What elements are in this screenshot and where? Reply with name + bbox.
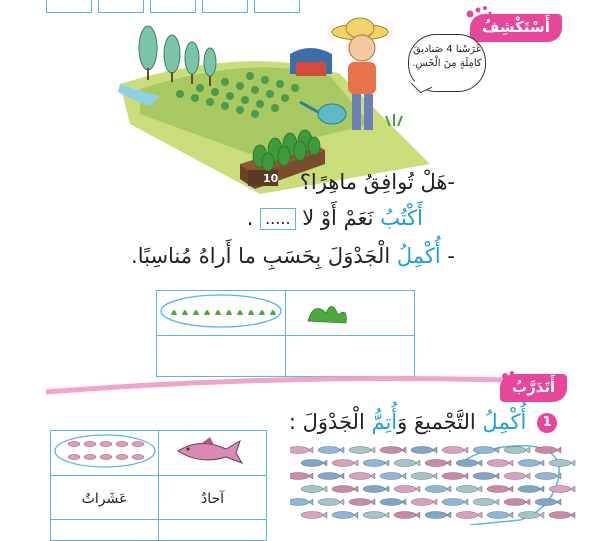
fish-tail <box>508 512 513 518</box>
fish-icon <box>487 460 509 467</box>
fish-tail <box>539 512 544 518</box>
fish-tail <box>432 473 437 479</box>
fish-tail <box>415 512 420 518</box>
fish-tail <box>370 499 375 505</box>
one-fish-cell <box>159 431 267 476</box>
fish-icon <box>535 473 557 480</box>
fish-tail <box>508 460 513 466</box>
ten-lettuce-cell <box>157 291 286 336</box>
ten-fish-cell <box>51 431 159 476</box>
fish-tail <box>384 486 389 492</box>
fish-icon <box>290 499 309 506</box>
fish-icon <box>380 447 402 454</box>
tens-header <box>51 476 159 520</box>
fish-tail <box>401 447 406 453</box>
fish-icon <box>332 486 354 493</box>
fish-tail <box>370 447 375 453</box>
fish-icon <box>518 486 540 493</box>
section-divider <box>46 370 506 400</box>
period: . <box>246 206 254 230</box>
lettuce-icon <box>286 291 414 331</box>
fish-tail <box>308 473 313 479</box>
fish-tail <box>556 447 561 453</box>
fish-tail <box>322 460 327 466</box>
fish-icon <box>425 486 447 493</box>
fish-tail <box>446 512 451 518</box>
fish-icon <box>411 473 433 480</box>
fish-tail <box>463 499 468 505</box>
fish-tail <box>494 499 499 505</box>
finish-instruction: أُتِمُّ <box>371 410 398 434</box>
fish-icon <box>425 512 447 519</box>
fish-icon <box>332 460 354 467</box>
ones-header <box>159 476 267 520</box>
fish-tail <box>353 460 358 466</box>
fish-tail <box>446 486 451 492</box>
or-word: أَوْ <box>320 206 337 230</box>
fish-icon <box>456 460 478 467</box>
fish-icon <box>332 512 354 519</box>
question-1: -هَلْ تُوافِقُ ماهِرًا؟ <box>299 170 455 194</box>
fish-icon <box>425 460 447 467</box>
fish-icon <box>394 460 416 467</box>
instruction-text: الْجَدْوَلَ : <box>288 410 365 434</box>
fish-icon <box>549 460 571 467</box>
fish-tail <box>339 499 344 505</box>
fish-icon <box>473 473 495 480</box>
fish-icon <box>487 512 509 519</box>
complete-instruction: أُكْمِلُ <box>396 244 441 268</box>
fish-icon <box>301 486 323 493</box>
fish-icon <box>442 473 464 480</box>
fish-icon <box>349 447 371 454</box>
fish-tail <box>539 460 544 466</box>
fish-icon <box>473 499 495 506</box>
fish-tail <box>401 473 406 479</box>
ten-lettuce-group <box>157 291 285 331</box>
fish-icon <box>301 460 323 467</box>
fish-tail <box>463 447 468 453</box>
fish-tail <box>339 473 344 479</box>
fish-icon <box>318 447 340 454</box>
fish-icon <box>380 473 402 480</box>
answer-blank[interactable]: ..... <box>260 208 295 230</box>
fish-icon <box>363 460 385 467</box>
top-box <box>202 0 248 13</box>
fish-icon <box>349 499 371 506</box>
fish-icon <box>442 447 464 454</box>
fish-tail <box>353 486 358 492</box>
fish-icon <box>535 447 557 454</box>
fish-tail <box>415 460 420 466</box>
fish-tail <box>384 512 389 518</box>
fish-icon <box>504 499 526 506</box>
practice-badge: أَتَدَرَّبُ <box>500 374 567 402</box>
answer-cell[interactable] <box>51 520 159 541</box>
speech-bubble <box>408 34 486 92</box>
ten-fish-group <box>52 431 158 471</box>
fish-tail <box>308 499 313 505</box>
fish-tail <box>477 512 482 518</box>
ones-label: آحادٌ <box>200 491 225 507</box>
fish-tail <box>477 486 482 492</box>
fish-tail <box>570 460 575 466</box>
dash: - <box>447 244 455 268</box>
fish-icon <box>363 486 385 493</box>
fish-icon <box>290 473 309 480</box>
fish-tail <box>570 512 575 518</box>
crate-number: 10 <box>263 172 279 185</box>
fish-icon <box>473 447 495 454</box>
fish-icon <box>456 512 478 519</box>
fish-icon <box>290 447 309 454</box>
fish-icon <box>549 512 571 519</box>
fish-icon <box>411 447 433 454</box>
tens-label: عَشَراتٌ <box>81 491 128 507</box>
fish-tail <box>384 460 389 466</box>
instruction-text: التَّجْميعَ وَ <box>397 410 476 434</box>
fish-field <box>290 440 595 525</box>
fish-icon <box>504 473 526 480</box>
place-value-table <box>50 430 267 541</box>
write-instruction: أَكْتُبُ <box>380 206 423 230</box>
fish-icon <box>456 486 478 493</box>
fish-icon <box>394 486 416 493</box>
fish-icon <box>318 499 340 506</box>
fish-icon <box>301 512 323 519</box>
fish-icon <box>442 499 464 506</box>
fish-icon <box>487 486 509 493</box>
question-3 <box>131 244 455 268</box>
fish-tail <box>525 499 530 505</box>
fish-tail <box>322 512 327 518</box>
fish-tail <box>525 447 530 453</box>
answer-cell[interactable] <box>159 520 267 541</box>
fish-icon <box>318 473 340 480</box>
fish-tail <box>432 499 437 505</box>
fish-tail <box>415 486 420 492</box>
speech-line: كامِلَةٍ مِنَ الْخَسِ. <box>412 58 482 69</box>
yes-option: نَعَمْ <box>343 206 374 230</box>
fish-icon <box>380 499 402 506</box>
fish-tail <box>446 460 451 466</box>
fish-icon <box>504 447 526 454</box>
fish-tail <box>570 486 575 492</box>
fish-icon <box>363 512 385 519</box>
exercise-number: 1 <box>537 413 557 433</box>
fish-tail <box>477 460 482 466</box>
grouping-table <box>156 290 415 377</box>
one-lettuce-cell <box>286 291 415 336</box>
top-box <box>150 0 196 13</box>
fish-tail <box>494 473 499 479</box>
fish-tail <box>322 486 327 492</box>
top-box <box>46 0 92 13</box>
fish-icon <box>160 431 266 471</box>
complete-instruction: أُكْمِلُ <box>482 410 527 434</box>
fish-tail <box>432 447 437 453</box>
top-box <box>98 0 144 13</box>
fish-icon <box>394 512 416 519</box>
fish-tail <box>525 473 530 479</box>
fish-tail <box>539 486 544 492</box>
no-option: لا <box>302 206 315 230</box>
fish-tail <box>370 473 375 479</box>
fish-icon <box>349 473 371 480</box>
fish-icon <box>411 499 433 506</box>
fish-icon <box>549 486 571 493</box>
fish-icon <box>518 460 540 467</box>
fish-tail <box>308 447 313 453</box>
fish-tail <box>508 486 513 492</box>
fish-tail <box>556 499 561 505</box>
exercise-1-instruction <box>289 410 557 434</box>
fish-tail <box>401 499 406 505</box>
fish-icon <box>535 499 557 506</box>
top-box <box>254 0 300 13</box>
question-2 <box>247 206 423 230</box>
explore-badge: أَسْتَكْشِفُ <box>470 14 562 42</box>
question-3-text: الْجَدْوَلَ بِحَسَبِ ما أَراهُ مُناسِبًا. <box>131 244 391 268</box>
fish-icon <box>518 512 540 519</box>
fish-tail <box>463 473 468 479</box>
fish-tail <box>353 512 358 518</box>
speech-line: غَرَسْنا 4 صَناديقَ <box>412 44 482 55</box>
fish-tail <box>339 447 344 453</box>
